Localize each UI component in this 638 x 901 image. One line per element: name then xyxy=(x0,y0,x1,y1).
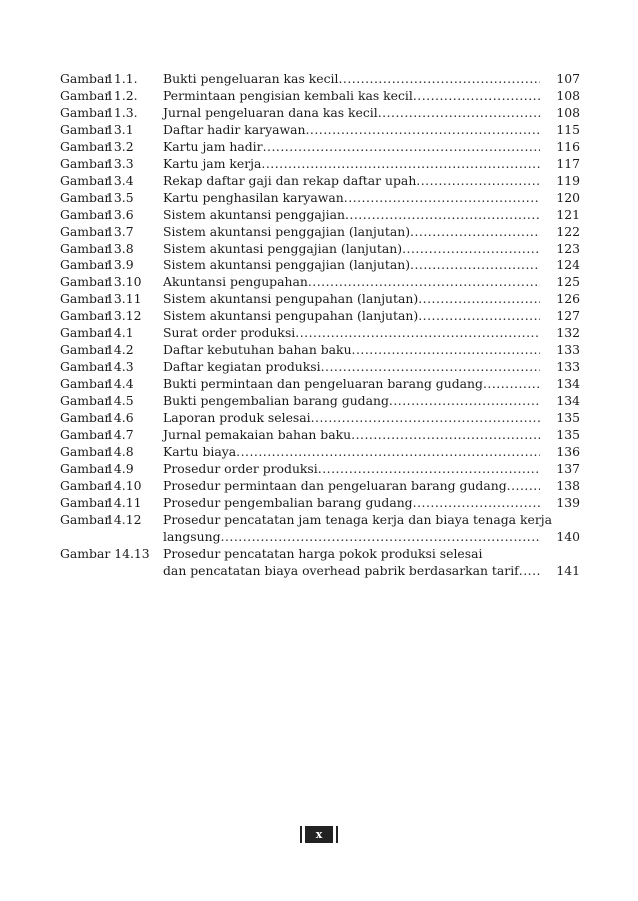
figure-title: Sistem akuntasi penggajian (lanjutan) xyxy=(163,240,403,256)
figure-label xyxy=(60,173,163,190)
figure-word: Gambar xyxy=(60,138,111,154)
figure-label xyxy=(60,291,163,308)
page-number-ref: 140 xyxy=(556,528,580,544)
figure-number: 13.10 xyxy=(106,274,142,290)
figure-title: Bukti pengeluaran kas kecil xyxy=(163,71,339,86)
dot-leader xyxy=(410,257,540,274)
page-number-ref: 126 xyxy=(556,291,580,307)
toc-entry xyxy=(60,427,580,444)
dot-leader xyxy=(263,139,540,156)
page-number-ref: 136 xyxy=(556,443,580,459)
figure-word: Gambar xyxy=(60,325,111,341)
page-number-ref: 141 xyxy=(556,562,580,578)
footer-right-bar xyxy=(336,826,338,843)
figure-title: Bukti pengembalian barang gudang xyxy=(163,393,389,409)
figure-number: 13.3 xyxy=(106,155,134,171)
dot-leader xyxy=(221,529,540,546)
figure-label xyxy=(60,190,163,207)
figure-label xyxy=(60,546,163,580)
figure-number: 13.8 xyxy=(106,240,134,256)
figure-title: Prosedur permintaan dan pengeluaran barang gudang xyxy=(163,477,507,493)
figure-label xyxy=(60,478,163,495)
page-number-ref: 124 xyxy=(556,257,580,273)
dot-leader xyxy=(261,156,540,173)
dot-leader xyxy=(344,190,540,207)
figure-label xyxy=(60,342,163,359)
toc-entry xyxy=(60,105,580,122)
figure-title: Sistem akuntansi pengupahan (lanjutan) xyxy=(163,291,419,307)
dot-leader xyxy=(318,461,540,478)
figure-title: Daftar kegiatan produksi xyxy=(163,359,321,375)
figure-number: 13.12 xyxy=(106,308,142,324)
figure-number: 14.5 xyxy=(106,393,134,409)
dot-leader xyxy=(507,478,540,495)
toc-entry xyxy=(60,495,580,512)
figure-word: Gambar xyxy=(60,342,111,358)
figure-title: Prosedur order produksi xyxy=(163,460,318,476)
toc-entry xyxy=(60,71,580,88)
toc-entry xyxy=(60,308,580,325)
dot-leader xyxy=(321,359,540,376)
figure-label xyxy=(60,122,163,139)
page-number-ref: 121 xyxy=(556,206,580,222)
toc-entry xyxy=(60,190,580,207)
toc-entry xyxy=(60,512,580,546)
figure-title: Sistem akuntansi penggajian xyxy=(163,206,345,222)
figure-word: Gambar xyxy=(60,257,111,273)
figure-word: Gambar xyxy=(60,410,111,426)
figure-number: 13.6 xyxy=(106,206,134,222)
figure-label xyxy=(60,427,163,444)
page-number: x xyxy=(305,826,333,843)
toc-entry xyxy=(60,224,580,241)
dot-leader xyxy=(416,173,540,190)
figure-number: 13.2 xyxy=(106,138,134,154)
page-number-ref: 133 xyxy=(556,342,580,358)
figure-word: Gambar xyxy=(60,71,111,86)
figure-word: Gambar 14.13 xyxy=(60,545,150,561)
figure-number: 14.4 xyxy=(106,376,134,392)
toc-entry xyxy=(60,342,580,359)
figure-word: Gambar xyxy=(60,308,111,324)
footer-left-bar xyxy=(300,826,302,843)
figure-word: Gambar xyxy=(60,460,111,476)
figure-label xyxy=(60,207,163,224)
figure-title: Kartu jam hadir xyxy=(163,138,263,154)
dot-leader xyxy=(295,325,540,342)
dot-leader xyxy=(413,495,540,512)
toc-entry xyxy=(60,88,580,105)
figure-title: Sistem akuntansi penggajian (lanjutan) xyxy=(163,257,411,273)
page-number-ref: 137 xyxy=(556,460,580,476)
page-number-ref: 115 xyxy=(556,121,580,137)
figure-word: Gambar xyxy=(60,427,111,443)
figure-word: Gambar xyxy=(60,104,111,120)
figure-title: Kartu penghasilan karyawan xyxy=(163,189,344,205)
figure-label xyxy=(60,274,163,291)
toc-entry xyxy=(60,461,580,478)
toc-entry xyxy=(60,325,580,342)
dot-leader xyxy=(519,563,540,580)
figure-title-continued: langsung xyxy=(163,528,221,544)
dot-leader xyxy=(305,122,540,139)
page-number-footer xyxy=(296,826,342,843)
figure-word: Gambar xyxy=(60,206,111,222)
figure-title: Daftar kebutuhan bahan baku xyxy=(163,342,352,358)
page-number-ref: 135 xyxy=(556,427,580,443)
figure-label xyxy=(60,139,163,156)
figure-label xyxy=(60,156,163,173)
toc-entry xyxy=(60,478,580,495)
dot-leader xyxy=(311,410,540,427)
figure-number: 13.5 xyxy=(106,189,134,205)
figure-title: Jurnal pemakaian bahan baku xyxy=(163,427,352,443)
figure-label xyxy=(60,325,163,342)
figure-word: Gambar xyxy=(60,87,111,103)
figure-word: Gambar xyxy=(60,359,111,375)
figure-label xyxy=(60,71,163,88)
figure-label xyxy=(60,359,163,376)
page-number-ref: 120 xyxy=(556,189,580,205)
toc-entry xyxy=(60,393,580,410)
figure-title: Jurnal pengeluaran dana kas kecil xyxy=(163,104,378,120)
page-number-ref: 134 xyxy=(556,393,580,409)
figure-word: Gambar xyxy=(60,291,111,307)
dot-leader xyxy=(410,224,540,241)
figure-number: 13.9 xyxy=(106,257,134,273)
figure-label xyxy=(60,512,163,546)
figure-label xyxy=(60,88,163,105)
figure-label xyxy=(60,257,163,274)
dot-leader xyxy=(351,427,540,444)
figure-title: Prosedur pencatatan harga pokok produksi selesai xyxy=(163,545,483,561)
page-number-ref: 125 xyxy=(556,274,580,290)
toc-entry xyxy=(60,122,580,139)
page-number-ref: 132 xyxy=(556,325,580,341)
toc-entry xyxy=(60,139,580,156)
figure-word: Gambar xyxy=(60,189,111,205)
figure-label xyxy=(60,444,163,461)
toc-entry xyxy=(60,207,580,224)
figure-number: 14.1 xyxy=(106,325,134,341)
dot-leader xyxy=(418,308,540,325)
dot-leader xyxy=(483,376,540,393)
figure-label xyxy=(60,461,163,478)
figure-title-continued: dan pencatatan biaya overhead pabrik berdasarkan tarif xyxy=(163,562,519,578)
figure-word: Gambar xyxy=(60,274,111,290)
figure-number: 11.1. xyxy=(106,71,138,86)
page-number-ref: 138 xyxy=(556,477,580,493)
table-of-figures xyxy=(60,71,580,580)
figure-word: Gambar xyxy=(60,376,111,392)
figure-label xyxy=(60,376,163,393)
page-number-ref: 134 xyxy=(556,376,580,392)
dot-leader xyxy=(413,88,540,105)
page-number-ref: 123 xyxy=(556,240,580,256)
dot-leader xyxy=(389,393,540,410)
page-number-ref: 107 xyxy=(556,71,580,86)
figure-title: Kartu biaya xyxy=(163,443,237,459)
dot-leader xyxy=(352,342,540,359)
figure-label xyxy=(60,308,163,325)
toc-entry xyxy=(60,376,580,393)
figure-title: Kartu jam kerja xyxy=(163,155,262,171)
figure-number: 14.8 xyxy=(106,443,134,459)
figure-word: Gambar xyxy=(60,477,111,493)
page-number-ref: 117 xyxy=(556,155,580,171)
page-number-ref: 119 xyxy=(556,172,580,188)
figure-number: 11.2. xyxy=(106,87,138,103)
figure-label xyxy=(60,105,163,122)
figure-word: Gambar xyxy=(60,494,111,510)
toc-entry xyxy=(60,444,580,461)
page-number-ref: 139 xyxy=(556,494,580,510)
figure-title: Laporan produk selesai xyxy=(163,410,311,426)
toc-entry xyxy=(60,546,580,580)
toc-entry xyxy=(60,274,580,291)
figure-title: Surat order produksi xyxy=(163,325,296,341)
figure-label xyxy=(60,410,163,427)
figure-number: 14.6 xyxy=(106,410,134,426)
page-number-ref: 133 xyxy=(556,359,580,375)
toc-entry xyxy=(60,291,580,308)
dot-leader xyxy=(345,207,540,224)
figure-number: 13.4 xyxy=(106,172,134,188)
toc-entry xyxy=(60,257,580,274)
figure-label xyxy=(60,393,163,410)
figure-word: Gambar xyxy=(60,121,111,137)
figure-label xyxy=(60,224,163,241)
dot-leader xyxy=(378,105,540,122)
figure-title: Prosedur pencatatan jam tenaga kerja dan biaya tenaga kerja xyxy=(163,511,552,527)
figure-title: Rekap daftar gaji dan rekap daftar upah xyxy=(163,172,417,188)
figure-word: Gambar xyxy=(60,443,111,459)
toc-entry xyxy=(60,359,580,376)
figure-word: Gambar xyxy=(60,223,111,239)
figure-title: Sistem akuntansi pengupahan (lanjutan) xyxy=(163,308,419,324)
page-number-ref: 108 xyxy=(556,104,580,120)
toc-entry xyxy=(60,410,580,427)
figure-number: 14.3 xyxy=(106,359,134,375)
toc-entry xyxy=(60,156,580,173)
figure-word: Gambar xyxy=(60,172,111,188)
figure-number: 14.9 xyxy=(106,460,134,476)
figure-number: 14.12 xyxy=(106,511,142,527)
figure-number: 13.11 xyxy=(106,291,142,307)
page-number-ref: 122 xyxy=(556,223,580,239)
page-number-ref: 116 xyxy=(556,138,580,154)
dot-leader xyxy=(418,291,540,308)
page-number-ref: 135 xyxy=(556,410,580,426)
dot-leader xyxy=(308,274,540,291)
toc-entry xyxy=(60,173,580,190)
dot-leader xyxy=(236,444,540,461)
figure-number: 14.2 xyxy=(106,342,134,358)
figure-title: Akuntansi pengupahan xyxy=(163,274,308,290)
figure-word: Gambar xyxy=(60,240,111,256)
dot-leader xyxy=(402,241,540,258)
figure-number: 13.7 xyxy=(106,223,134,239)
figure-label xyxy=(60,241,163,258)
toc-entry xyxy=(60,241,580,258)
figure-title: Sistem akuntansi penggajian (lanjutan) xyxy=(163,223,411,239)
figure-number: 11.3. xyxy=(106,104,138,120)
figure-number: 14.11 xyxy=(106,494,142,510)
figure-title: Bukti permintaan dan pengeluaran barang gudang xyxy=(163,376,483,392)
figure-number: 14.10 xyxy=(106,477,142,493)
figure-word: Gambar xyxy=(60,393,111,409)
figure-title: Prosedur pengembalian barang gudang xyxy=(163,494,413,510)
page-number-ref: 127 xyxy=(556,308,580,324)
page-number-ref: 108 xyxy=(556,87,580,103)
figure-number: 14.7 xyxy=(106,427,134,443)
figure-word: Gambar xyxy=(60,155,111,171)
dot-leader xyxy=(338,71,540,88)
figure-title: Permintaan pengisian kembali kas kecil xyxy=(163,87,413,103)
figure-label xyxy=(60,495,163,512)
figure-word: Gambar xyxy=(60,511,111,527)
figure-title: Daftar hadir karyawan xyxy=(163,121,306,137)
figure-number: 13.1 xyxy=(106,121,134,137)
